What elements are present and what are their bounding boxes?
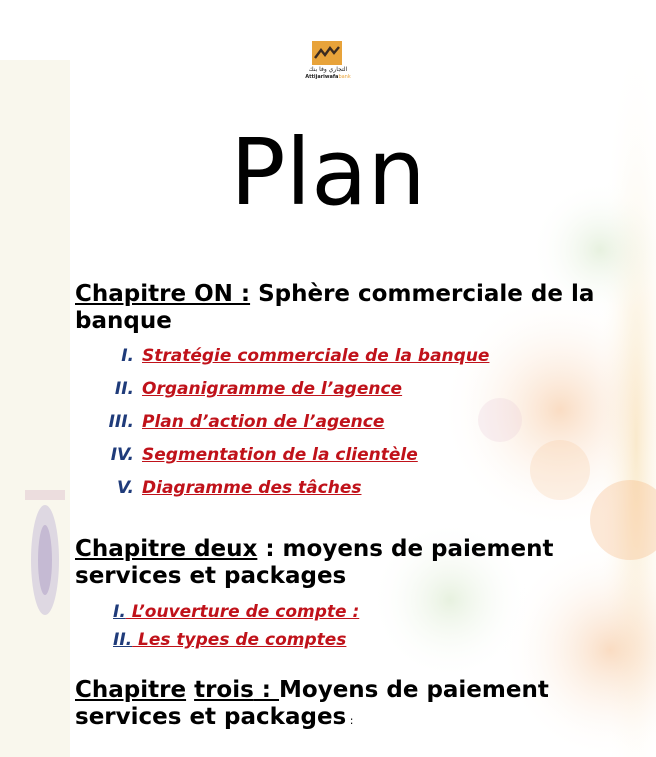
item-number: II.: [113, 630, 133, 650]
item-number: II.: [114, 379, 134, 399]
chapter-two-prefix: Chapitre deux: [75, 536, 258, 562]
chapter-three-heading: [75, 677, 595, 734]
item-label: Diagramme des tâches: [142, 478, 362, 498]
logo-latin-text: [305, 74, 351, 80]
chapter-two-title: : moyens de paiement services et packages: [75, 536, 554, 589]
item-number: V.: [117, 478, 134, 498]
logo-arabic-text: التجاري وفا بنك: [308, 66, 348, 73]
item-number: III.: [108, 412, 134, 432]
chapter-one-item-5: [100, 477, 361, 499]
chapter-three-title: Moyens de paiement services et packages: [75, 677, 549, 730]
chapter-three-prefix-word2: trois: [194, 677, 254, 703]
chapter-one-item-3: [100, 411, 384, 433]
chapter-one-prefix: Chapitre ON :: [75, 281, 251, 307]
logo-latin-suffix: bank: [338, 74, 351, 80]
chapter-one-heading: [75, 281, 595, 335]
chapter-one-title: Sphère commerciale de la banque: [75, 281, 595, 334]
chapter-two-item-2: [113, 629, 346, 651]
page-title: Plan: [230, 119, 426, 226]
chapter-one-item-1: [100, 345, 489, 367]
attijariwafa-bank-logo: [305, 41, 351, 81]
item-label: Stratégie commerciale de la banque: [142, 346, 490, 366]
item-label: Les types de comptes: [132, 630, 347, 650]
item-label: Segmentation de la clientèle: [142, 445, 418, 465]
item-number: IV.: [110, 445, 134, 465]
chapter-two-item-1: [113, 601, 359, 623]
logo-latin-name: Attijariwafa: [305, 74, 339, 80]
item-label: Plan d’action de l’agence: [142, 412, 385, 432]
chapter-three-trailing: :: [346, 714, 354, 727]
logo-mark-icon: [312, 41, 342, 65]
item-number: I.: [113, 602, 126, 622]
item-label: L’ouverture de compte :: [125, 602, 360, 622]
chapter-two-heading: [75, 536, 595, 590]
chapter-three-prefix-word1: Chapitre: [75, 677, 187, 703]
item-number: I.: [121, 346, 134, 366]
item-label: Organigramme de l’agence: [142, 379, 403, 399]
chapter-three-colon: :: [253, 677, 280, 703]
chapter-one-item-4: [100, 444, 418, 466]
chapter-one-item-2: [100, 378, 402, 400]
